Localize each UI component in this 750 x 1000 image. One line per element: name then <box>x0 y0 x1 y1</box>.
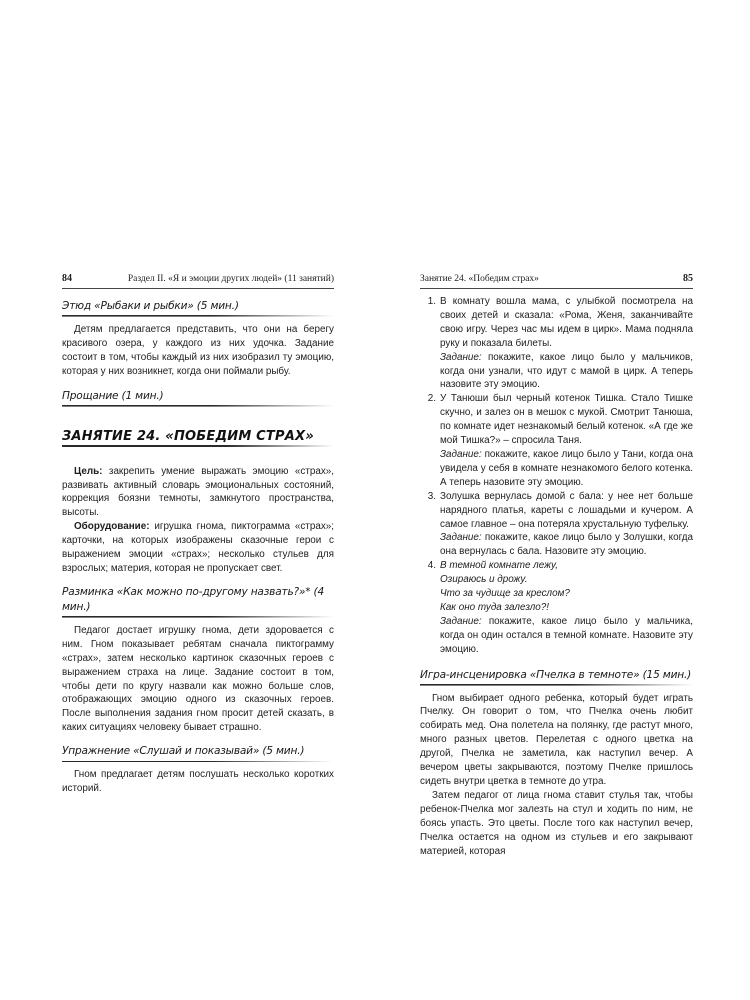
page-number: 85 <box>683 273 693 284</box>
task-text: покажите, какое лицо было у Золушки, когда она вернулась с бала. Назовите эту эмоцию. <box>440 532 693 558</box>
section-heading-bee-game: Игра-инсценировка «Пчелка в темноте» (15 мин.) <box>420 668 693 686</box>
section-heading-etude: Этюд «Рыбаки и рыбки» (5 мин.) <box>62 299 334 317</box>
page-number: 84 <box>62 273 72 284</box>
equipment-paragraph <box>62 520 334 576</box>
running-head-title: Занятие 24. «Победим страх» <box>420 274 539 284</box>
goal-label: Цель: <box>74 465 103 477</box>
task-label: Задание: <box>440 448 482 460</box>
equipment-text: игрушка гнома, пиктограмма «страх»; карточки, на которых изображены сказочные герои с выражением эмоции «страх»; несколько стульев для взрослых; материя, которая не пропускает свет. <box>62 521 334 574</box>
paragraph-etude: Детям предлагается представить, что они на берегу красивого озера, у каждого из них удочка. Задание состоит в том, чтобы каждый из них изобразил ту эмоцию, которая у них возникнет, когда они поймали рыбу. <box>62 324 334 377</box>
poem-line: В темной комнате лежу, <box>440 560 559 572</box>
right-page <box>420 272 693 858</box>
lesson-title: ЗАНЯТИЕ 24. «ПОБЕДИМ СТРАХ» <box>62 429 334 447</box>
list-item <box>420 559 693 656</box>
list-item <box>420 490 693 560</box>
list-number: 3. <box>427 490 436 502</box>
left-page <box>62 272 334 796</box>
poem-line: Что за чудище за креслом? <box>440 588 570 600</box>
running-head <box>420 272 693 289</box>
goal-text: закрепить умение выражать эмоцию «страх», развивать активный словарь эмоциональных состояний, коррекция боязни темноты, замкнутого пространства, высоты. <box>62 465 334 519</box>
task-text: покажите, какое лицо было у мальчика, когда он один остался в темной комнате. Назовите эту эмоцию. <box>440 615 693 655</box>
section-heading-farewell: Прощание (1 мин.) <box>62 389 334 407</box>
section-heading-warmup: Разминка «Как можно по-другому назвать?»* (4 мин.) <box>62 585 334 618</box>
goal-paragraph <box>62 465 334 521</box>
story-text: У Танюши был черный котенок Тишка. Стало Тишке скучно, и залез он в мешок с мукой. Смотрит Танюша, по комнате идет незнакомый белый котенок. «А где же мой Тишка?» – спросила Таня. <box>440 393 693 447</box>
list-number: 4. <box>427 560 436 572</box>
task-label: Задание: <box>440 532 482 544</box>
paragraph-exercise: Гном предлагает детям послушать несколько коротких историй. <box>62 769 334 795</box>
task-label: Задание: <box>440 615 482 627</box>
list-item <box>420 392 693 489</box>
list-item <box>420 295 693 392</box>
list-number: 1. <box>427 296 436 307</box>
running-head-title: Раздел II. «Я и эмоции других людей» (11 занятий) <box>127 274 334 284</box>
paragraph-warmup: Педагог достает игрушку гнома, дети здоровается с ним. Гном показывает ребятам сначала пиктограмму «страх», затем несколько картинок сказочных героев с выражением страха на лице. Задание состоит в том, чтобы дети по кругу назвали как можно больше слов, отображающих эмоцию одного из сказочных героев. После выполнения задания гном просит детей сказать, в каких ситуациях человеку бывает страшно. <box>62 624 334 734</box>
equipment-label: Оборудование: <box>74 521 150 533</box>
story-text: Золушка вернулась домой с бала: у нее нет больше нарядного платья, кареты с лошадьми и кучером. А самое главное – она потеряла хрустальную туфельку. <box>440 490 693 530</box>
running-head <box>62 272 334 289</box>
task-text: покажите, какое лицо было у мальчиков, когда они узнали, что идут с мамой в цирк. А теперь назовите эту эмоцию. <box>440 351 693 391</box>
paragraph-bee-game-2: Затем педагог от лица гнома ставит стулья так, чтобы ребенок-Пчелка мог залезть на стул и ходить по ним, не боясь упасть. Это цветы. После того как наступил вечер, Пчелка остается на одном из стульев и его закрывают материей, которая <box>420 789 693 857</box>
task-text: покажите, какое лицо было у Тани, когда она увидела у себя в комнате незнакомого белого котенка. А теперь назовите эту эмоцию. <box>440 448 693 488</box>
stories-list <box>420 295 693 657</box>
task-label: Задание: <box>440 351 482 363</box>
poem-line: Как оно туда залезло?! <box>440 601 549 613</box>
list-number: 2. <box>427 393 436 405</box>
poem-line: Озираюсь и дрожу. <box>440 574 528 586</box>
story-text: В комнату вошла мама, с улыбкой посмотрела на своих детей и сказала: «Рома, Женя, заканчивайте свою игру. Через час мы идем в цирк». Мама подняла руку и показала билеты. <box>440 296 693 349</box>
section-heading-exercise: Упражнение «Слушай и показывай» (5 мин.) <box>62 744 334 762</box>
paragraph-bee-game-1: Гном выбирает одного ребенка, который будет играть Пчелку. Он говорит о том, что Пчелка очень любит собирать мед. Она полетела на полянку, где растут много, много разных цветов. Перелетая с одного цветка на другой, Пчелка не заметила, как наступил вечер. А вечером цветы закрываются, поэтому Пчелке пришлось сидеть внутри цветка в темноте до утра. <box>420 692 693 787</box>
